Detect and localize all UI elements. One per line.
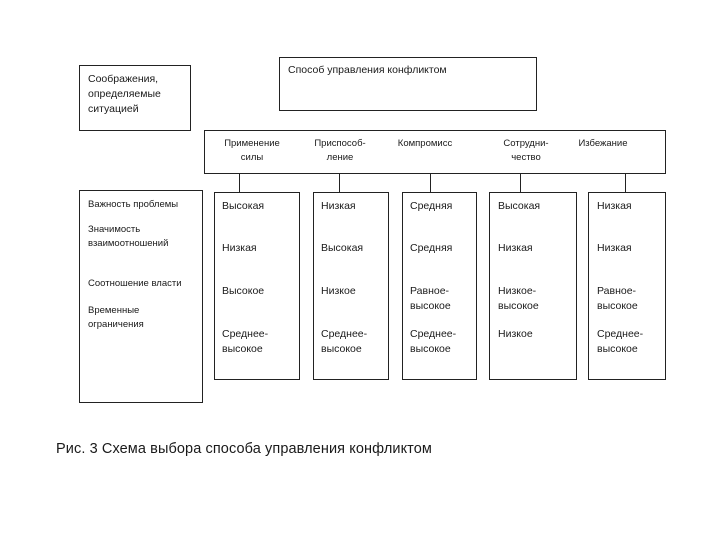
column-box-avoidance	[588, 192, 666, 380]
factor-label-importance: Важность проблемы	[88, 199, 179, 210]
column-box-accommodation	[313, 192, 389, 380]
cell-collaboration-power: Низкое- высокое	[498, 285, 539, 312]
method-title: Способ управления конфликтом	[288, 64, 447, 76]
cell-accommodation-importance: Низкая	[321, 200, 356, 212]
considerations-box	[79, 65, 191, 131]
figure-caption: Рис. 3 Схема выбора способа управления конфликтом	[56, 441, 432, 457]
method-label-compromise: Компромисс	[397, 138, 453, 149]
factors-box	[79, 190, 203, 403]
cell-accommodation-relationship: Высокая	[321, 242, 364, 254]
factor-label-relationship: Значимость взаимоотношений	[88, 224, 169, 249]
column-box-collaboration	[489, 192, 577, 380]
cell-accommodation-time: Среднее- высокое	[321, 328, 368, 355]
cell-collaboration-relationship: Низкая	[498, 242, 533, 254]
cell-collaboration-importance: Высокая	[498, 200, 541, 212]
method-label-collaboration: Сотрудни- чество	[503, 138, 549, 163]
cell-compromise-relationship: Средняя	[410, 242, 453, 254]
column-box-compromise	[402, 192, 477, 380]
cell-avoidance-importance: Низкая	[597, 200, 632, 212]
method-label-force: Применение силы	[224, 138, 280, 163]
cell-accommodation-power: Низкое	[321, 285, 356, 297]
cell-compromise-importance: Средняя	[410, 200, 453, 212]
cell-force-time: Среднее- высокое	[222, 328, 269, 355]
cell-force-power: Высокое	[222, 285, 265, 297]
cell-avoidance-power: Равное- высокое	[597, 285, 638, 312]
cell-compromise-time: Среднее- высокое	[410, 328, 457, 355]
factor-label-time: Временные ограничения	[88, 305, 144, 330]
cell-compromise-power: Равное- высокое	[410, 285, 451, 312]
method-title-box	[279, 57, 537, 111]
cell-force-importance: Высокая	[222, 200, 265, 212]
method-label-accommodation: Приспособ- ление	[314, 138, 366, 163]
cell-force-relationship: Низкая	[222, 242, 257, 254]
cell-avoidance-relationship: Низкая	[597, 242, 632, 254]
considerations-label: Соображения, определяемые ситуацией	[88, 73, 161, 115]
factor-label-power: Соотношение власти	[88, 278, 182, 289]
method-label-avoidance: Избежание	[578, 138, 628, 149]
cell-collaboration-time: Низкое	[498, 328, 533, 340]
methods-box	[204, 130, 666, 174]
column-box-force	[214, 192, 300, 380]
cell-avoidance-time: Среднее- высокое	[597, 328, 644, 355]
